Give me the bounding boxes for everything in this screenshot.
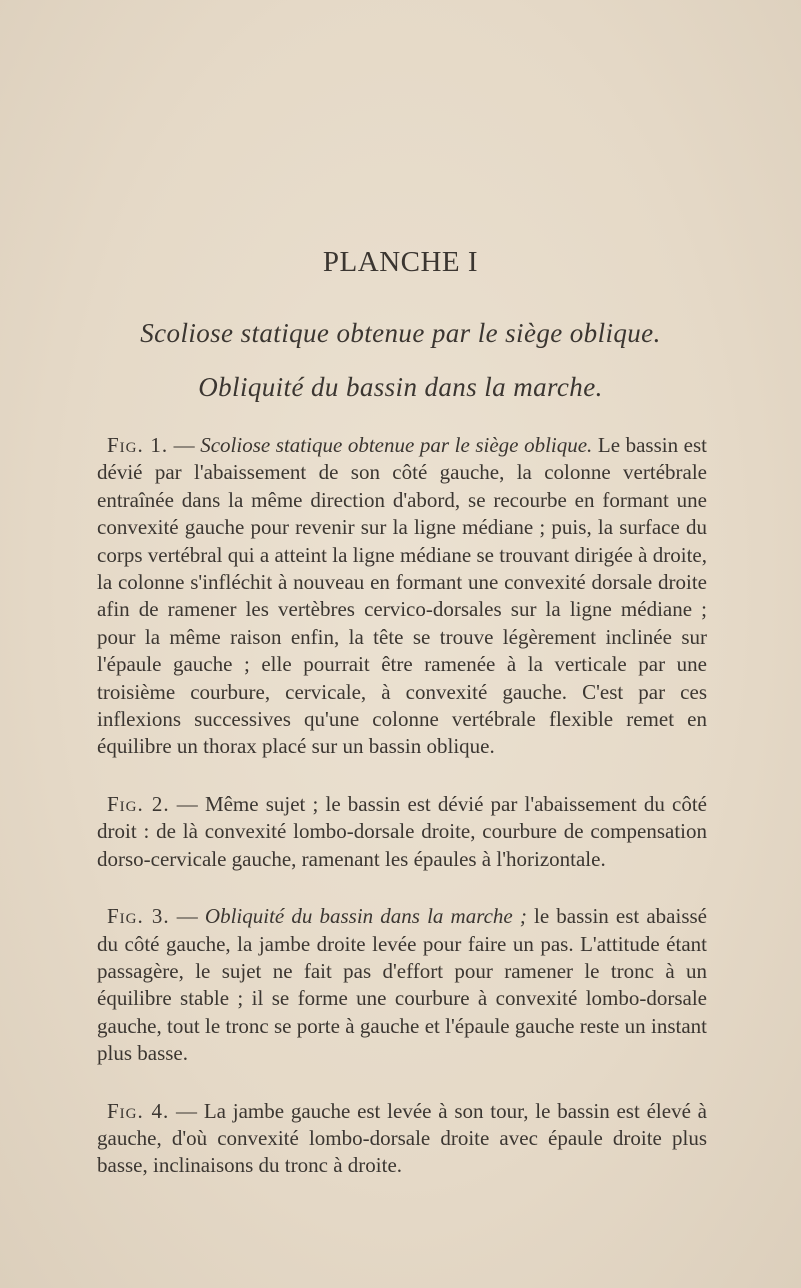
caption-text: Le bassin est dévié par l'abaissement de son côté gauche, la colonne vertébrale entraînée dans la même direction d'abord, se recourbe en formant une convexité gauche pour revenir sur la ligne médiane ; puis, la surface du corps vertébral qui a atteint la ligne médiane se trouvant dirigée à droite, la colonne s'infléchit à nouveau en formant une convexité dorsale droite afin de ramener les vertèbres cervico-dorsales sur la ligne médiane ; pour la même raison enfin, la tête se trouve légèrement inclinée sur l'épaule gauche ; elle pourrait être ramenée à la verticale par une troisième courbure, cervicale, à convexité gauche. C'est par ces inflexions successives qu'une colonne vertébrale flexible remet en équilibre un thorax placé sur un bassin oblique. <box>97 433 707 759</box>
figure-captions <box>97 432 707 1210</box>
fig-label: Fig. 4. <box>107 1098 170 1123</box>
fig-label: Fig. 2. <box>107 791 170 816</box>
dash: — <box>169 904 205 929</box>
caption-italic: Obliquité du bassin dans la marche ; <box>204 904 527 929</box>
caption-fig-2 <box>97 791 707 873</box>
plate-subtitle-2: Obliquité du bassin dans la marche. <box>198 372 603 402</box>
fig-label: Fig. 1. <box>107 433 169 457</box>
caption-italic: Scoliose statique obtenue par le siège oblique. <box>200 433 593 457</box>
caption-text: La jambe gauche est levée à son tour, le bassin est élevé à gauche, d'où convexité lombo-dorsale droite avec épaule droite plus basse, inclinaisons du tronc à droite. <box>97 1098 707 1178</box>
plate-subtitle-1: Scoliose statique obtenue par le siège oblique. <box>140 318 661 348</box>
caption-fig-4 <box>97 1098 707 1180</box>
dash: — <box>169 1098 204 1123</box>
caption-fig-3 <box>97 903 707 1067</box>
caption-text: Même sujet ; le bassin est dévié par l'abaissement du côté droit : de là convexité lombo-dorsale droite, courbure de compensation dorso-cervicale gauche, ramenant les épaules à l'horizontale. <box>97 791 707 871</box>
dash: — <box>169 791 205 816</box>
plate-title: PLANCHE I <box>322 246 479 278</box>
fig-label: Fig. 3. <box>107 904 170 929</box>
dash: — <box>168 433 201 457</box>
caption-text: le bassin est abaissé du côté gauche, la jambe droite levée pour faire un pas. L'attitude étant passagère, le sujet ne fait pas d'effort pour ramener le tronc à un équilibre stable ; il se forme une courbure à convexité lombo-dorsale gauche, tout le tronc se porte à gauche et l'épaule gauche reste un instant plus basse. <box>97 904 708 1066</box>
caption-fig-1 <box>97 432 707 761</box>
